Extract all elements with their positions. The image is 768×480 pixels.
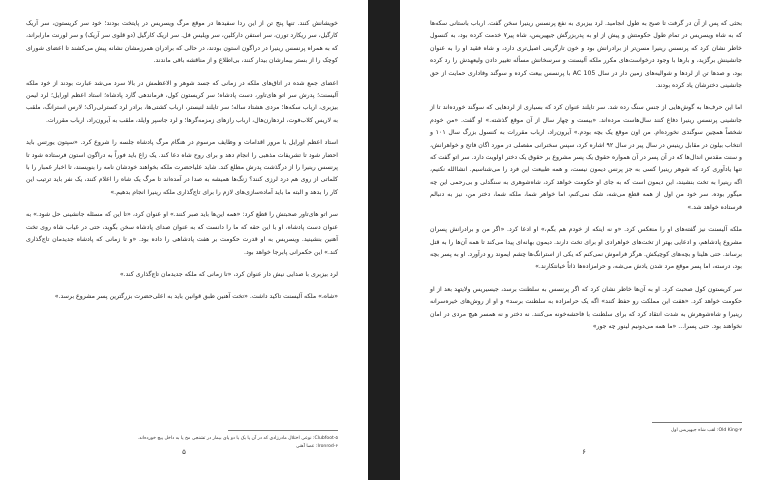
page-number: ۵ — [182, 448, 186, 456]
footnote-rule — [652, 422, 742, 423]
right-page — [400, 0, 768, 480]
footnote: ۷-Old King: لقب شاه جیهیریس اول — [670, 428, 742, 433]
paragraph: «شاه،» ملکه آلیسنت تاکید داشت. «تخت آهنین طبق قوانین باید به اعلی‌حضرت بزرگترین پسر مشروع برسد.» — [54, 293, 338, 301]
paragraph: خویشانش کنند. تنها پنج تن از این ردا سفیدها در موقع مرگ ویسریس در پایتخت بودند؛ خود سر کریستون، سر آریک کارگیل، سر ریکارد تورن، سر استفن دارکلین، سر ویلیس فل. سر اریک کارگیل (دو قلوی سر آریک) و سر لورنت مارابراند، که به همراه پرنسس رینیرا در دراگون استون بودند، در حالی که برادران همرزمشان نشانه پیش می‌کشند تا اعضای شورای کوچک را از بستر بیمارشان بیدار کنند، بی‌اطلاع و از مناقشه باقی ماندند. — [26, 20, 338, 65]
paragraph: بحثی که پس از آن در گرفت تا صبح به طول انجامید. لرد بیزبری به نفع پرنسس رینیرا سخن گفت. ارباب باستانی سکه‌ها که به شاه ویسریس در تمام طول حکومتش و پیش از او به پدربزرگش جیهیریس، شاه پیر۷ خدمت کرده بود، به کنسول خاطر نشان کرد که پرنسس رینیرا مسن‌تر از برادرانش بود و خون تارگرینی اصیل‌تری دارد، و شاه فقید او را به عنوان جانشینش برگزید، و بارها با وجود درخواست‌های مکرر ملکه آلیسنت و سرسخانش مسأله تغییر دادن ولیعهدش را رد کرده بود، و صدها تن از لردها و شوالیه‌های زمین دار در سال 105 AC با پرنسس بیعت کرده و سوگند وفاداری حمایت از حق جانشینی دخترشان یاد کرده بودند. — [430, 20, 743, 90]
footnote: ۶-Ironrod: عصا آهنی — [295, 444, 338, 449]
page-number: ۶ — [582, 448, 586, 456]
footnote: ۵-Clubfoot: نوعی اختلال مادرزادی که در آن پا یک یا دو پای بیمار در تشنجی مخ پا به داخل پیچ خورده‌اند. — [137, 436, 338, 441]
paragraph: لرد بیزبری با صدایی نیش دار عنوان کرد، «تا زمانی که ملکه جدیدمان تاج‌گذاری کند.» — [119, 270, 338, 278]
paragraph: سر اتو های‌تاور صحبتش را قطع کرد: «همه این‌ها باید صبر کنند.» او عنوان کرد، «تا این که مسئله جانشینی حل شود.» به عنوان دست پادشاه، او با این حقه که ما را دانست که به عنوان صدای پادشاه سخن بگوید، حتی در غیاب شاه روی تخت آهنین بنشینید. ویسریس به او قدرت حکومت بر هفت پادشاهی را داده بود. «و تا زمانی که پادشاه جدیدمان تاج‌گذاری کند.» این حکمرانی پابرجا خواهد بود. — [26, 211, 338, 256]
paragraph: اما این حرف‌ها به گوش‌هایی از جنس سنگ رده شد. سر تایلند عنوان کرد که بسیاری از لردهایی که سوگند خورده‌اند تا از جانشینی پرنسس رینیرا دفاع کنند سال‌هاست مرده‌اند. «بیست و چهار سال از آن موقع گذشته.» او گفت. «من خودم شخصاً همچین سوگندی نخورده‌ام. من اون موقع یک بچه بودم.» آیرون‌راد، ارباب مقررات به کنسول بزرگ سال ۱۰۱ و انتخاب بیلون در مقابل رینیس در سال پیر در سال ۹۲ اشاره کرد، سپس سخنرانی مفصلی در مورد اگان فاتح و خواهرانش، و سنت مقدس اندال‌ها که در آن پسر در آن همواره حقوق یک پسر مشروع بر حقوق یک دختر اولویت دارد. سر اتو گفت که تنها یادآوری کرد که شوهر رینیرا کسی به جز پرنس دیمون نیست، و همه طبیعت این فرد را می‌شناسیم. انشاالله نکنیم، اگه رینیرا به تخت بنشیند، این دیمون است که به جای او حکومت خواهد کرد، شاه‌شوهری به سنگدلی و بی‌رحمی این چه میگور بوده. سر خود من اول از همه قطع می‌شه، شک نمی‌کنم، اما خواهر شما، ملکه شما، دختر من، نیز به دنبالم فرستاده خواهد شد.» — [430, 104, 742, 211]
left-page — [0, 0, 368, 480]
paragraph: ملکه آلیسنت نیز گفته‌های او را منعکس کرد. «و نه اینکه از خودم هم بگم،» او ادعا کرد. «اگر من و برادرانش پسران مشروع پادشاهم، و ادعایی بهتر از تخت‌های خواهرادی او برای تخت دارند. دیمون بهانه‌ای پیدا می‌کند تا همه آن‌ها را به قتل برساند. حتی هلینا و بچه‌های کوچیکش. هرگز فراموش نمی‌کنم که یکی از استرانگ‌ها چشم ایموند رو درآورد. او به پسر بچه بود، درسته، اما پسر موقع مرد شدن یادش می‌شه، و حرامزاده‌ها ذاتاً خیانتکارند.» — [430, 226, 742, 271]
paragraph: اعضای جمع شده در اتاق‌های ملکه در زمانی که جسد شوهر و الاعظمش در بالا سرد می‌شد عبارت بودند از خود ملکه آلیسنت؛ پدرش سر اتو های‌تاور، دست پادشاه؛ سر کریستون کول، فرماندهی گارد پادشاه؛ استاد اعظم اورایل؛ لرد لیمن بیزبری، ارباب سکه‌ها؛ مردی هشتاد ساله؛ سر تایلند لنیستر، ارباب کشتی‌ها، برادر لرد کسترلی‌راک؛ لارس استرانگ، ملقب به لاریس کلاب‌فوت، لردهارن‌هال، ارباب رازهای زمزمه‌گرها؛ و لرد جاسپر وایلد، ملقب به آیرون‌راد، ارباب مقررات. — [26, 79, 338, 124]
footnote-rule — [228, 430, 338, 431]
paragraph: استاد اعظم اورایل با مرور اقدامات و وظایف مرسوم در هنگام مرگ پادشاه جلسه را شروع کرد. «سپتون یورتس باید احضار شود تا تشریفات مذهبی را انجام دهد و برای روح شاه دعا کند. یک زاغ باید فوراً به دراگون استون فرستاده شود تا پرنسس رینیرا را از درگذشت پدرش مطلع کند. شاید علیاحضرت ملکه بخواهند خودشان نامه را بنویسند، تا اخبار غمبار را با کلماتی از روی هم درد لرزی کنند؟ زنگ‌ها همیشه به صدا در آمده‌اند تا مرگ یک شاه را اعلام کنند، یک نفر باید ترتیب این کار را بدهد و البته ما باید آماده‌سازی‌های لازم را برای تاج‌گذاری ملکه رینیرا انجام بدهیم.» — [26, 139, 338, 196]
footnotes — [430, 422, 742, 435]
paragraph: سر کریستون کول صحبت کرد. او به آن‌ها خاطر نشان کرد که اگر پرنسس به سلطنت برسد، جیسیریس ولایتهد بعد از او حکومت خواهد کرد. «هفت این مملکت رو حفظ کنند» اگه یک حرامزاده به سلطنت برسد» و او از روش‌های خیره‌سرانه رینیرا و شاه‌شوهرش به شدت انتقاد کرد که برای سلطنت با فاحشه‌خونه می‌کنند. نه دختر و نه همسر هیچ مردی در امان نخواهند بود. حتی پسرا... «ما همه می‌دونیم لینور چه جور» — [430, 285, 742, 330]
